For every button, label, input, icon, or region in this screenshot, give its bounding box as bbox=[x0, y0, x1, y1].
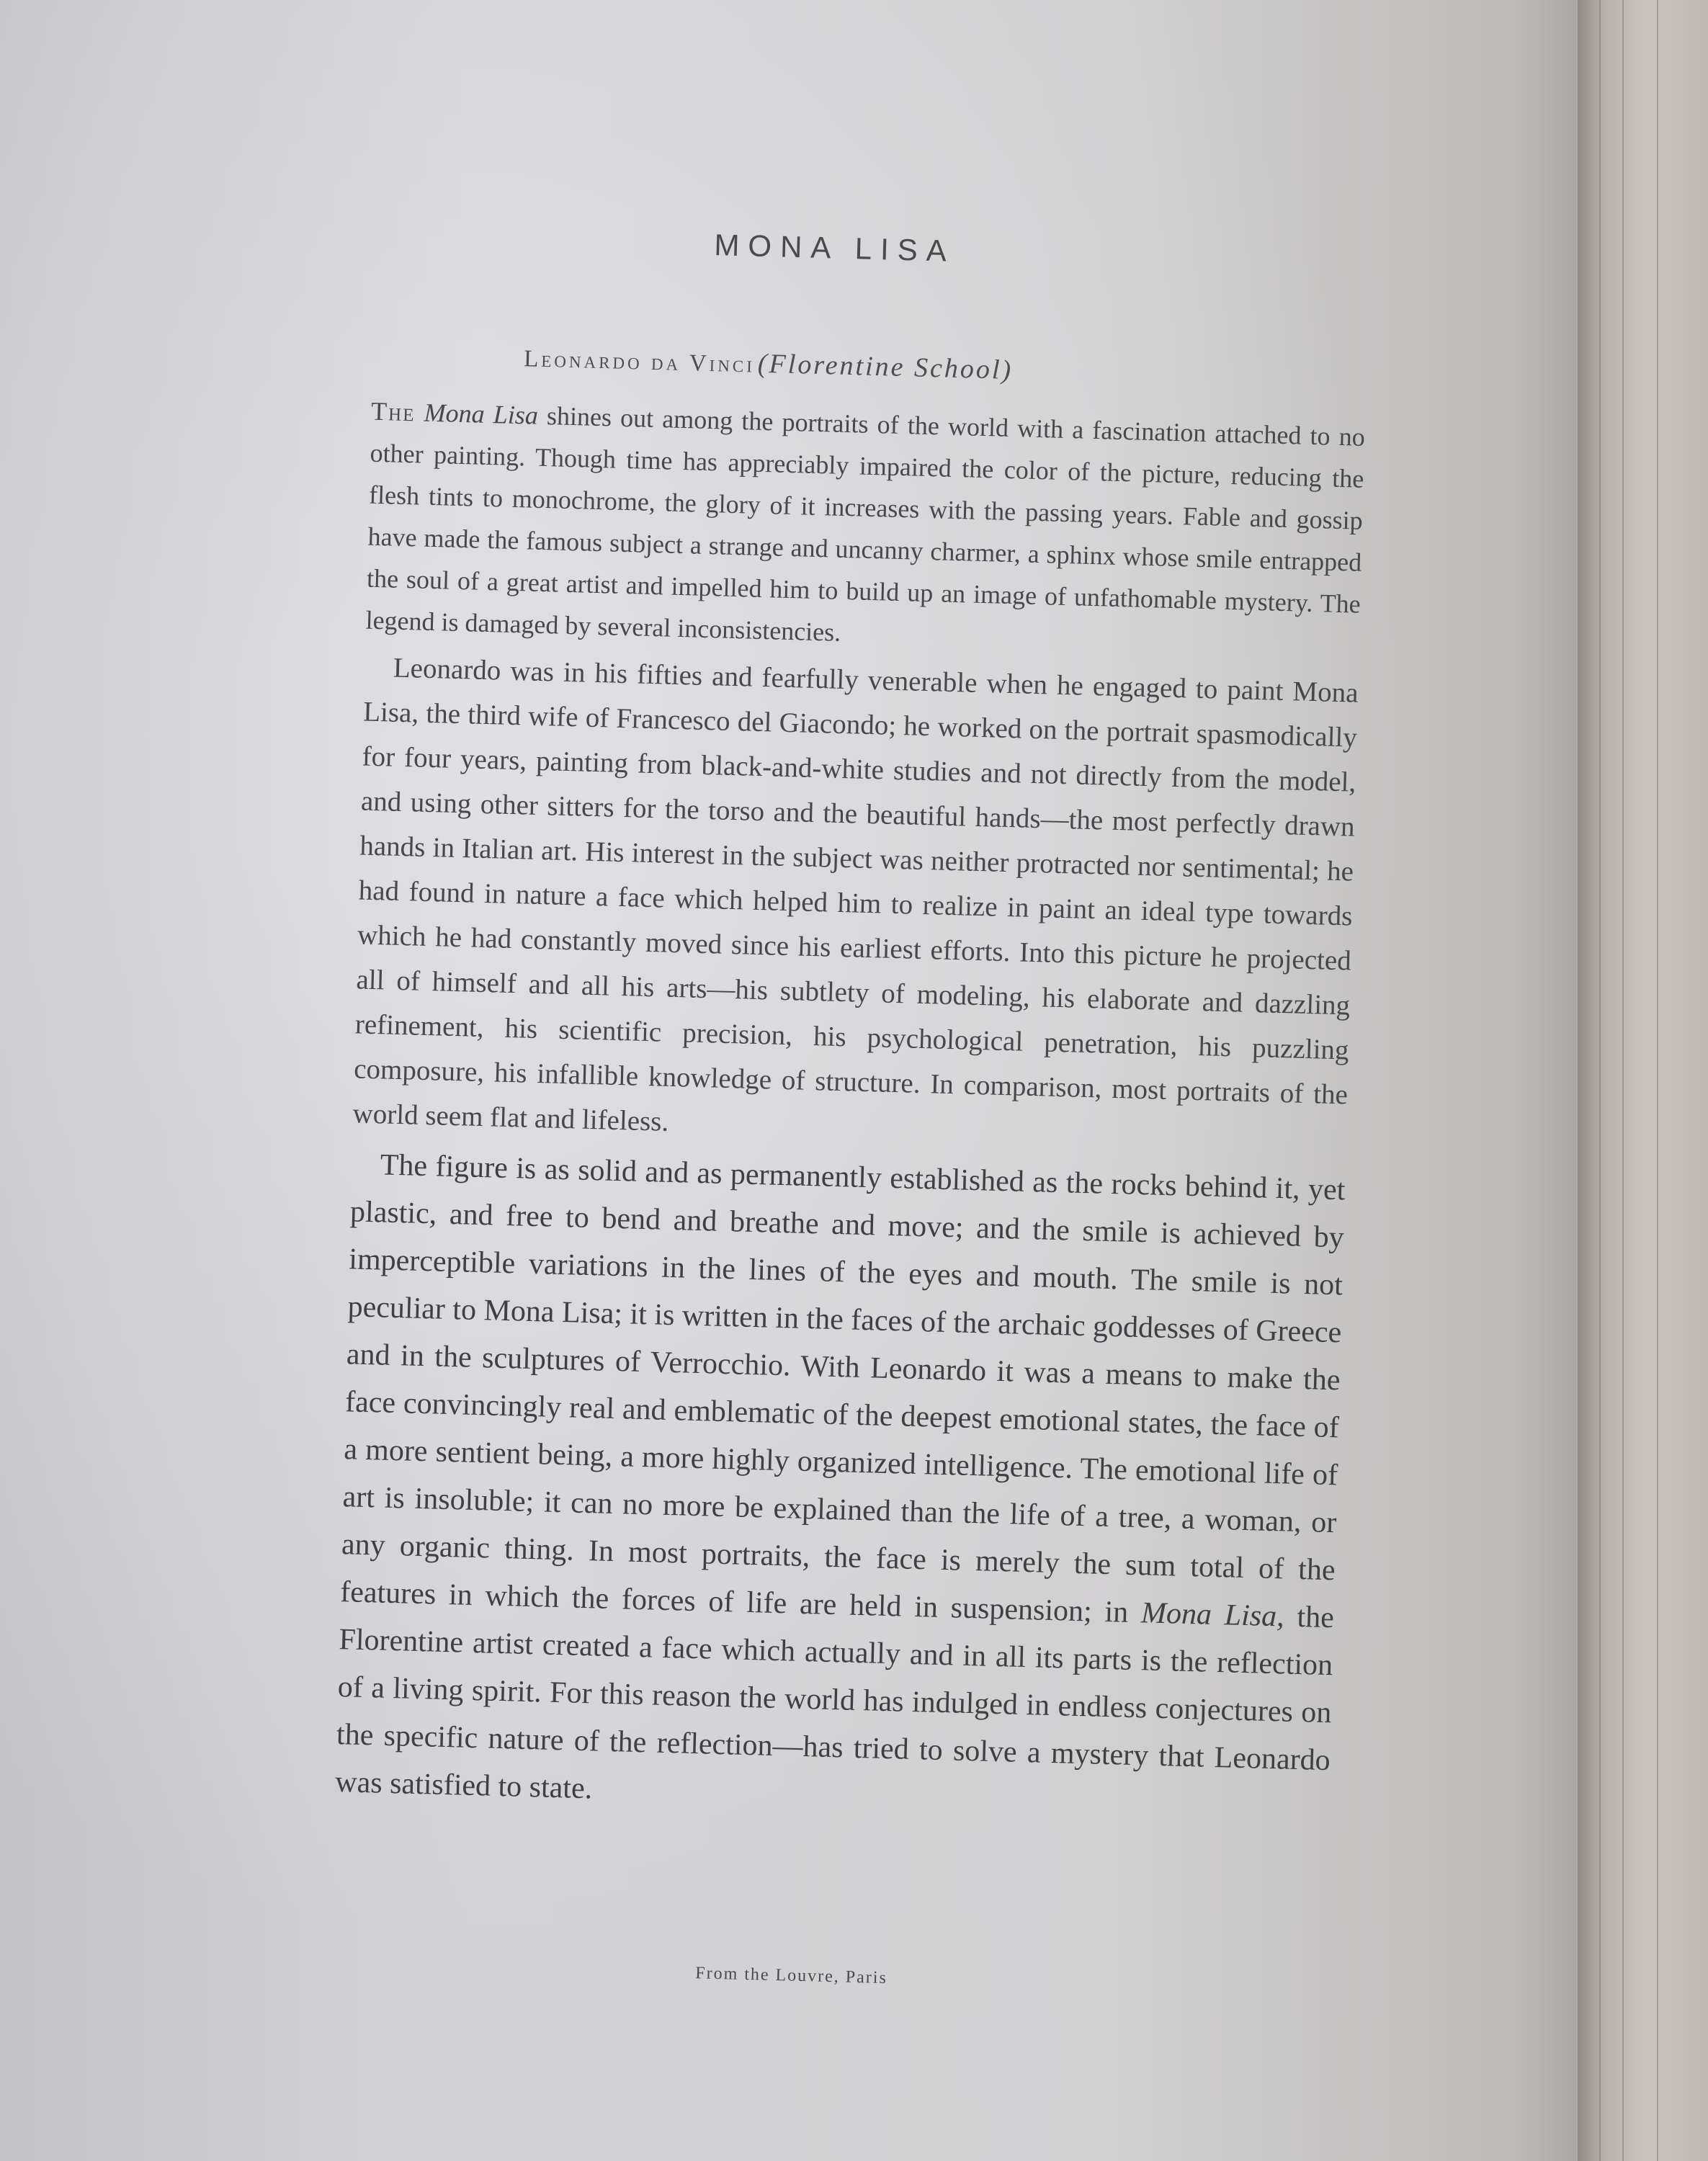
paragraph-3-text-b: the Florentine artist created a face which actually and in all its parts is the reflection of a living spirit. For this reason the world has indulged in endless conjectures on the specific nature of the reflection—has tried to solve a mystery that Leonardo was satisfied to state. bbox=[334, 1600, 1335, 1806]
italic-title: Mona Lisa, bbox=[1140, 1596, 1285, 1634]
page-edge-line bbox=[1657, 0, 1658, 2161]
book-page-edge bbox=[1578, 0, 1708, 2161]
paragraph-2 bbox=[352, 645, 1359, 1163]
page-title: MONA LISA bbox=[713, 228, 956, 268]
artist-name: Leonardo da Vinci bbox=[523, 346, 756, 378]
artist-line bbox=[524, 341, 1173, 390]
italic-title: Mona Lisa bbox=[424, 398, 539, 430]
source-caption: From the Louvre, Paris bbox=[694, 1964, 888, 1988]
essay-body bbox=[334, 390, 1365, 1836]
paragraph-3 bbox=[335, 1140, 1346, 1832]
paragraph-1-text: shines out among the portraits of the world with a fascination attached to no other painting. Though time has appreciably impaired the color of the picture, reducing the flesh tints to monochrome, the glory of it increases with the passing years. Fable and gossip have made the famous subject a strange and uncanny charmer, a sphinx whose smile entrapped the soul of a great artist and impelled him to build up an image of unfathomable mystery. The legend is damaged by several inconsistencies. bbox=[365, 401, 1366, 647]
school-name: (Florentine School) bbox=[757, 348, 1014, 385]
paragraph-1 bbox=[365, 390, 1366, 667]
paragraph-2-text: Leonardo was in his fifties and fearfully venerable when he engaged to paint Mona Lisa, the third wife of Francesco del Giacondo; he worked on the portrait spasmodically for four years, painting from black-and-white studies and not directly from the model, and using other sitters for the torso and the beautiful hands—the most perfectly drawn hands in Italian art. His interest in the subject was neither protracted nor sentimental; he had found in nature a face which helped him to realize in paint an ideal type towards which he had constantly moved since his earliest efforts. Into this picture he projected all of himself and all his arts—his subtlety of modeling, his elaborate and dazzling refinement, his scientific precision, his psychological penetration, his puzzling composure, his infallible knowledge of structure. In comparison, most portraits of the world seem flat and lifeless. bbox=[352, 652, 1359, 1137]
page-edge-line bbox=[1622, 0, 1624, 2161]
lead-word: The bbox=[370, 396, 416, 427]
page-edge-line bbox=[1599, 0, 1601, 2161]
paragraph-3-text-a: The figure is as solid and as permanently established as the rocks behind it, yet plastic, and free to bend and breathe and move; and the smile is achieved by imperceptible variations in the lines of the eyes and mouth. The smile is not peculiar to Mona Lisa; it is written in the faces of the archaic goddesses of Greece and in the sculptures of Verrocchio. With Leonardo it was a means to make the face convincingly real and emblematic of the deepest emotional states, the face of a more sentient being, a more highly organized intelligence. The emotional life of art is insoluble; it can no more be explained than the life of a tree, a woman, or any organic thing. In most portraits, the face is merely the sum total of the features in which the forces of life are held in suspension; in bbox=[339, 1148, 1346, 1629]
